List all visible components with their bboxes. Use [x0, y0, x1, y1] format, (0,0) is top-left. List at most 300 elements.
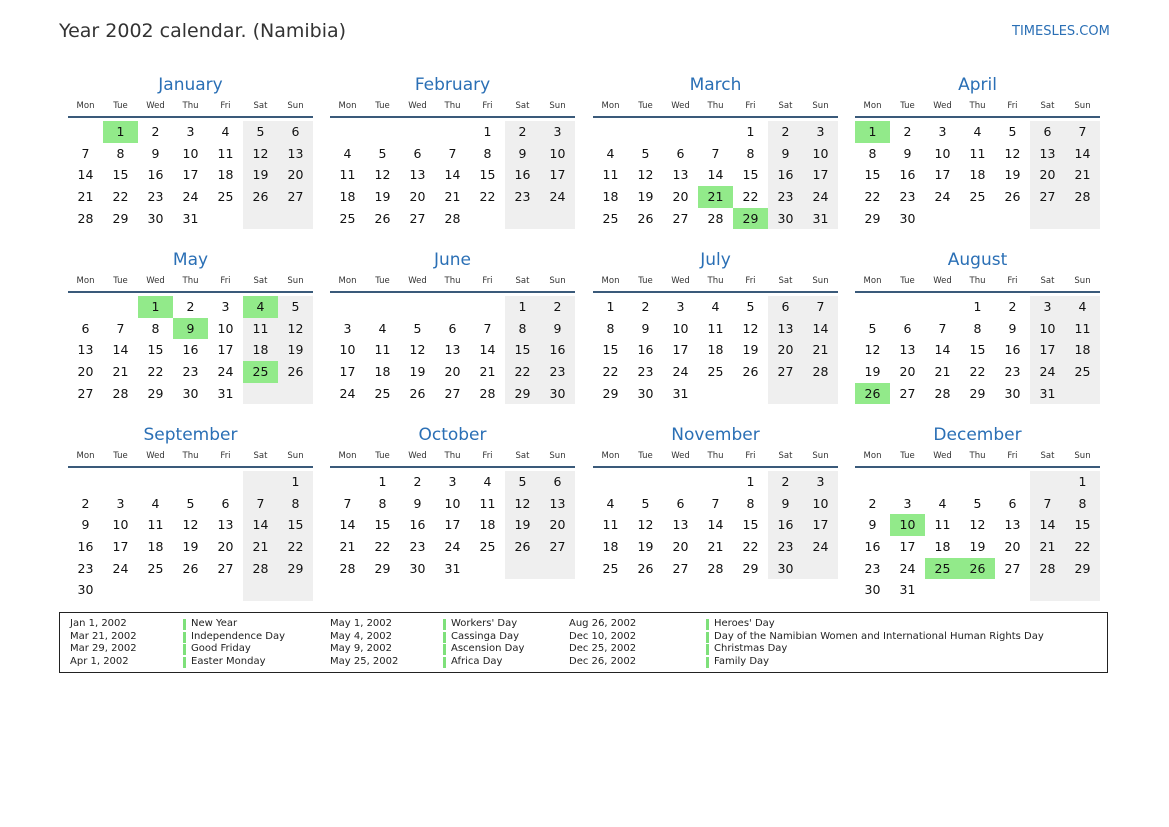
- holiday-day-cell: 9: [173, 318, 208, 340]
- holiday-day-cell: 26: [855, 383, 890, 405]
- holiday-marker: [183, 619, 186, 630]
- blank-cell: [138, 471, 173, 493]
- day-cell: 11: [243, 318, 278, 340]
- day-cell: 22: [742, 539, 759, 555]
- legend-dates-col-3: [569, 618, 636, 669]
- blank-cell: [435, 121, 470, 143]
- blank-cell: [243, 208, 278, 230]
- weekday-label: Tue: [375, 101, 390, 111]
- holiday-day-cell: 21: [698, 186, 733, 208]
- day-cell: 28: [339, 560, 356, 576]
- day-cell: 14: [707, 167, 724, 183]
- blank-cell: [698, 121, 733, 143]
- day-cell: 25: [217, 189, 234, 205]
- day-cell: 15: [479, 167, 496, 183]
- month-title: December: [933, 425, 1022, 445]
- day-cell: 5: [186, 495, 195, 511]
- day-cell: 8: [746, 495, 755, 511]
- day-cell: 14: [934, 342, 951, 358]
- day-cell: 5: [868, 320, 877, 336]
- weekday-label: Sun: [287, 276, 304, 286]
- blank-cell: [1065, 208, 1100, 230]
- legend-date: Mar 29, 2002: [70, 643, 137, 655]
- weekday-label: Wed: [146, 101, 165, 111]
- weekday-label: Fri: [482, 101, 493, 111]
- day-cell: 13: [768, 318, 803, 340]
- day-cell: 9: [540, 318, 575, 340]
- day-cell: 29: [278, 558, 313, 580]
- day-cell: 4: [1065, 296, 1100, 318]
- day-cell: 3: [803, 121, 838, 143]
- blank-cell: [330, 296, 365, 318]
- day-cell: 10: [182, 145, 199, 161]
- legend-names-col-2: [451, 618, 524, 669]
- day-cell: 15: [374, 517, 391, 533]
- day-cell: 29: [742, 560, 759, 576]
- day-cell: 1: [505, 296, 540, 318]
- blank-cell: [663, 471, 698, 493]
- day-cell: 7: [243, 493, 278, 515]
- blank-cell: [243, 383, 278, 405]
- day-cell: 19: [637, 539, 654, 555]
- blank-cell: [698, 471, 733, 493]
- day-cell: 4: [606, 145, 615, 161]
- day-grid: [855, 471, 1100, 601]
- day-cell: 16: [540, 339, 575, 361]
- day-cell: 29: [864, 210, 881, 226]
- holiday-day-cell: 1: [855, 121, 890, 143]
- day-cell: 19: [637, 189, 654, 205]
- day-cell: 21: [77, 189, 94, 205]
- month-divider: [330, 466, 575, 468]
- day-cell: 9: [768, 493, 803, 515]
- weekday-label: Wed: [408, 451, 427, 461]
- day-cell: 24: [112, 560, 129, 576]
- day-cell: 21: [339, 539, 356, 555]
- weekday-label: Tue: [638, 276, 653, 286]
- day-cell: 6: [676, 495, 685, 511]
- weekday-label: Mon: [76, 451, 95, 461]
- day-cell: 6: [81, 320, 90, 336]
- day-cell: 27: [217, 560, 234, 576]
- blank-cell: [890, 296, 925, 318]
- day-cell: 13: [217, 517, 234, 533]
- day-cell: 24: [803, 536, 838, 558]
- day-cell: 29: [374, 560, 391, 576]
- day-cell: 11: [934, 517, 951, 533]
- holiday-marker: [706, 632, 709, 643]
- weekday-label: Tue: [113, 451, 128, 461]
- day-cell: 22: [479, 189, 496, 205]
- holiday-day-cell: 26: [960, 558, 995, 580]
- day-cell: 18: [602, 539, 619, 555]
- day-cell: 21: [934, 364, 951, 380]
- day-cell: 28: [112, 385, 129, 401]
- weekday-label: Tue: [113, 101, 128, 111]
- day-cell: 12: [278, 318, 313, 340]
- day-cell: 18: [602, 189, 619, 205]
- day-cell: 28: [1065, 186, 1100, 208]
- legend-date: May 25, 2002: [330, 656, 399, 668]
- blank-cell: [995, 208, 1030, 230]
- blank-cell: [470, 296, 505, 318]
- day-cell: 6: [1030, 121, 1065, 143]
- day-cell: 11: [339, 167, 356, 183]
- blank-cell: [505, 208, 540, 230]
- day-cell: 18: [479, 517, 496, 533]
- day-cell: 7: [711, 145, 720, 161]
- weekday-label: Thu: [182, 276, 199, 286]
- holiday-marker: [443, 657, 446, 668]
- weekday-label: Sat: [778, 451, 793, 461]
- day-cell: 6: [1008, 495, 1017, 511]
- day-cell: 7: [448, 145, 457, 161]
- holiday-day-cell: 1: [138, 296, 173, 318]
- day-cell: 9: [868, 517, 877, 533]
- weekday-label: Wed: [671, 451, 690, 461]
- day-cell: 11: [602, 167, 619, 183]
- day-cell: 6: [903, 320, 912, 336]
- blank-cell: [1030, 471, 1065, 493]
- day-cell: 23: [864, 560, 881, 576]
- day-cell: 4: [483, 474, 492, 489]
- day-cell: 3: [116, 495, 125, 511]
- month-title: July: [700, 250, 731, 270]
- day-cell: 16: [505, 164, 540, 186]
- blank-cell: [68, 121, 103, 143]
- day-cell: 30: [637, 385, 654, 401]
- month-january: [68, 73, 313, 229]
- weekday-header: [593, 273, 838, 289]
- legend-holiday-name: New Year: [191, 618, 238, 629]
- day-cell: 23: [409, 539, 426, 555]
- holiday-day-cell: 25: [243, 361, 278, 383]
- day-cell: 14: [1065, 143, 1100, 165]
- month-august: [855, 248, 1100, 404]
- blank-cell: [803, 558, 838, 580]
- day-cell: 14: [707, 517, 724, 533]
- day-cell: 16: [147, 167, 164, 183]
- day-cell: 19: [969, 539, 986, 555]
- month-title: January: [158, 75, 223, 95]
- day-cell: 21: [803, 339, 838, 361]
- month-november: [593, 423, 838, 579]
- day-cell: 16: [637, 342, 654, 358]
- day-cell: 20: [899, 364, 916, 380]
- day-cell: 24: [339, 385, 356, 401]
- day-cell: 15: [505, 339, 540, 361]
- weekday-label: Sun: [549, 276, 566, 286]
- day-cell: 10: [444, 495, 461, 511]
- day-cell: 18: [374, 364, 391, 380]
- day-cell: 22: [864, 189, 881, 205]
- day-cell: 27: [540, 536, 575, 558]
- weekday-label: Fri: [220, 101, 231, 111]
- weekday-label: Sun: [1074, 276, 1091, 286]
- day-cell: 4: [711, 299, 720, 314]
- weekday-label: Sat: [253, 276, 268, 286]
- day-cell: 9: [81, 517, 90, 533]
- day-cell: 12: [505, 493, 540, 515]
- day-cell: 19: [409, 364, 426, 380]
- day-cell: 8: [606, 320, 615, 336]
- day-cell: 20: [1030, 164, 1065, 186]
- month-title: March: [689, 75, 742, 95]
- weekday-label: Sun: [549, 451, 566, 461]
- day-cell: 25: [147, 560, 164, 576]
- day-cell: 1: [746, 124, 755, 139]
- day-cell: 19: [864, 364, 881, 380]
- day-cell: 4: [938, 495, 947, 511]
- blank-cell: [103, 579, 138, 601]
- month-divider: [330, 291, 575, 293]
- legend-holiday-name: Ascension Day: [451, 643, 525, 655]
- weekday-label: Sat: [1040, 451, 1055, 461]
- day-cell: 14: [77, 167, 94, 183]
- day-cell: 5: [278, 296, 313, 318]
- weekday-label: Mon: [338, 101, 357, 111]
- blank-cell: [1030, 579, 1065, 601]
- blank-cell: [1065, 579, 1100, 601]
- day-cell: 27: [672, 560, 689, 576]
- day-cell: 20: [444, 364, 461, 380]
- blank-cell: [243, 579, 278, 601]
- blank-cell: [365, 121, 400, 143]
- day-cell: 12: [637, 517, 654, 533]
- day-cell: 20: [217, 539, 234, 555]
- month-title: February: [414, 75, 491, 95]
- month-title: August: [947, 250, 1008, 270]
- day-cell: 26: [742, 364, 759, 380]
- day-cell: 18: [969, 167, 986, 183]
- month-title: May: [172, 250, 209, 270]
- holiday-day-cell: 1: [103, 121, 138, 143]
- holiday-day-cell: 10: [890, 514, 925, 536]
- day-cell: 17: [803, 514, 838, 536]
- blank-cell: [855, 296, 890, 318]
- day-cell: 5: [505, 471, 540, 493]
- day-cell: 12: [1004, 145, 1021, 161]
- weekday-label: Mon: [863, 101, 882, 111]
- day-cell: 21: [707, 539, 724, 555]
- day-cell: 20: [672, 539, 689, 555]
- day-cell: 8: [1065, 493, 1100, 515]
- legend-date: Aug 26, 2002: [569, 618, 637, 629]
- day-cell: 14: [1030, 514, 1065, 536]
- day-cell: 12: [182, 517, 199, 533]
- weekday-label: Sat: [253, 451, 268, 461]
- day-cell: 11: [147, 517, 164, 533]
- day-cell: 13: [278, 143, 313, 165]
- day-cell: 5: [378, 145, 387, 161]
- day-cell: 9: [505, 143, 540, 165]
- day-cell: 21: [243, 536, 278, 558]
- holiday-marker: [706, 619, 709, 630]
- day-cell: 1: [378, 474, 387, 489]
- day-cell: 4: [606, 495, 615, 511]
- day-cell: 18: [217, 167, 234, 183]
- blank-cell: [663, 121, 698, 143]
- weekday-header: [330, 273, 575, 289]
- day-cell: 29: [969, 385, 986, 401]
- weekday-label: Wed: [146, 451, 165, 461]
- month-july: [593, 248, 838, 404]
- day-cell: 29: [602, 385, 619, 401]
- day-cell: 11: [374, 342, 391, 358]
- day-cell: 30: [768, 208, 803, 230]
- day-grid: [855, 121, 1100, 229]
- day-cell: 13: [672, 167, 689, 183]
- day-cell: 29: [112, 210, 129, 226]
- day-cell: 17: [112, 539, 129, 555]
- day-cell: 3: [938, 124, 947, 139]
- weekday-label: Sat: [778, 276, 793, 286]
- day-cell: 19: [278, 339, 313, 361]
- blank-cell: [890, 471, 925, 493]
- day-grid: [68, 471, 313, 601]
- legend-holiday-name: Christmas Day: [714, 643, 788, 655]
- day-cell: 3: [343, 320, 352, 336]
- day-cell: 2: [151, 124, 160, 139]
- weekday-label: Fri: [745, 451, 756, 461]
- day-cell: 19: [182, 539, 199, 555]
- day-cell: 10: [339, 342, 356, 358]
- day-cell: 23: [540, 361, 575, 383]
- month-title: April: [958, 75, 997, 95]
- blank-cell: [628, 471, 663, 493]
- day-cell: 20: [540, 514, 575, 536]
- day-cell: 25: [969, 189, 986, 205]
- day-cell: 18: [339, 189, 356, 205]
- day-cell: 5: [641, 495, 650, 511]
- blank-cell: [803, 383, 838, 405]
- weekday-label: Thu: [182, 451, 199, 461]
- blank-cell: [1030, 208, 1065, 230]
- weekday-label: Thu: [182, 101, 199, 111]
- month-divider: [855, 291, 1100, 293]
- day-cell: 21: [1030, 536, 1065, 558]
- month-divider: [68, 116, 313, 118]
- day-cell: 29: [505, 383, 540, 405]
- blank-cell: [278, 208, 313, 230]
- day-cell: 6: [540, 471, 575, 493]
- weekday-label: Sun: [287, 451, 304, 461]
- day-cell: 8: [483, 145, 492, 161]
- day-cell: 30: [1004, 385, 1021, 401]
- day-cell: 16: [899, 167, 916, 183]
- day-cell: 23: [1004, 364, 1021, 380]
- day-cell: 26: [1004, 189, 1021, 205]
- day-cell: 16: [768, 164, 803, 186]
- weekday-label: Wed: [408, 276, 427, 286]
- day-grid: [330, 471, 575, 579]
- weekday-label: Thu: [969, 451, 986, 461]
- blank-cell: [733, 383, 768, 405]
- day-cell: 18: [147, 539, 164, 555]
- day-cell: 12: [969, 517, 986, 533]
- day-cell: 18: [707, 342, 724, 358]
- day-cell: 31: [803, 208, 838, 230]
- day-cell: 4: [973, 124, 982, 139]
- day-cell: 9: [903, 145, 912, 161]
- day-cell: 19: [742, 342, 759, 358]
- day-cell: 22: [278, 536, 313, 558]
- weekday-label: Mon: [863, 276, 882, 286]
- day-cell: 17: [217, 342, 234, 358]
- month-divider: [68, 291, 313, 293]
- day-cell: 13: [672, 517, 689, 533]
- day-cell: 20: [409, 189, 426, 205]
- day-cell: 2: [903, 124, 912, 139]
- legend-holiday-name: Good Friday: [191, 643, 251, 655]
- blank-cell: [470, 208, 505, 230]
- day-cell: 5: [973, 495, 982, 511]
- day-cell: 14: [803, 318, 838, 340]
- month-divider: [593, 466, 838, 468]
- day-cell: 7: [116, 320, 125, 336]
- holiday-marker: [706, 644, 709, 655]
- day-cell: 14: [243, 514, 278, 536]
- weekday-label: Mon: [863, 451, 882, 461]
- day-cell: 2: [641, 299, 650, 314]
- day-cell: 3: [221, 299, 230, 314]
- day-cell: 7: [1030, 493, 1065, 515]
- day-cell: 3: [540, 121, 575, 143]
- day-cell: 28: [479, 385, 496, 401]
- holiday-marker: [183, 644, 186, 655]
- weekday-header: [68, 448, 313, 464]
- day-cell: 7: [81, 145, 90, 161]
- weekday-label: Mon: [601, 101, 620, 111]
- day-cell: 8: [746, 145, 755, 161]
- blank-cell: [593, 121, 628, 143]
- blank-cell: [330, 121, 365, 143]
- weekday-label: Wed: [146, 276, 165, 286]
- day-cell: 8: [973, 320, 982, 336]
- day-cell: 26: [409, 385, 426, 401]
- blank-cell: [435, 296, 470, 318]
- day-cell: 27: [77, 385, 94, 401]
- day-cell: 6: [448, 320, 457, 336]
- day-cell: 22: [602, 364, 619, 380]
- day-cell: 20: [77, 364, 94, 380]
- weekday-label: Tue: [900, 276, 915, 286]
- day-cell: 17: [444, 517, 461, 533]
- day-cell: 30: [540, 383, 575, 405]
- day-cell: 25: [707, 364, 724, 380]
- day-cell: 24: [217, 364, 234, 380]
- day-cell: 7: [483, 320, 492, 336]
- weekday-label: Tue: [375, 276, 390, 286]
- day-cell: 30: [899, 210, 916, 226]
- day-cell: 28: [243, 558, 278, 580]
- weekday-label: Sat: [1040, 276, 1055, 286]
- blank-cell: [505, 558, 540, 580]
- day-cell: 10: [934, 145, 951, 161]
- day-cell: 9: [768, 143, 803, 165]
- day-cell: 1: [606, 299, 615, 314]
- day-cell: 18: [934, 539, 951, 555]
- month-october: [330, 423, 575, 579]
- legend-date: Dec 26, 2002: [569, 656, 637, 668]
- blank-cell: [960, 471, 995, 493]
- blank-cell: [103, 471, 138, 493]
- weekday-label: Tue: [900, 451, 915, 461]
- site-link[interactable]: TIMESLES.COM: [1012, 24, 1110, 39]
- day-cell: 24: [934, 189, 951, 205]
- day-cell: 8: [868, 145, 877, 161]
- month-september: [68, 423, 313, 601]
